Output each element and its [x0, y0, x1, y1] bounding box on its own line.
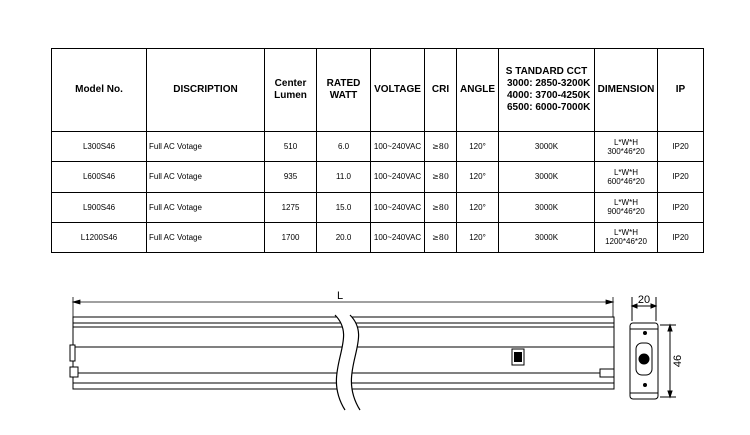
cct-range-4000: 4000: 3700-4250K: [507, 90, 591, 101]
table-row: [52, 132, 704, 162]
cell-angle: 120°: [457, 192, 499, 222]
cell-ip: IP20: [658, 222, 704, 252]
col-header-angle: ANGLE: [457, 49, 499, 132]
dim-value: 1200*46*20: [605, 237, 647, 247]
col-header-watt-line2: WATT: [329, 90, 358, 101]
dim-value: 300*46*20: [607, 146, 645, 156]
cell-model: L600S46: [52, 162, 147, 192]
cell-model: L1200S46: [52, 222, 147, 252]
table-row: [52, 192, 704, 222]
col-header-lumen-line1: Center: [274, 78, 307, 89]
cell-lumen: 510: [265, 132, 317, 162]
col-header-cct: [499, 49, 595, 132]
cell-voltage: 100~240VAC: [371, 132, 425, 162]
length-label: L: [336, 290, 344, 302]
cell-watt: 11.0: [317, 162, 371, 192]
cell-angle: 120°: [457, 222, 499, 252]
cct-title: S TANDARD CCT: [505, 66, 588, 77]
cell-watt: 20.0: [317, 222, 371, 252]
cell-cri: ≥80: [425, 192, 457, 222]
cell-model: L300S46: [52, 132, 147, 162]
cell-ip: IP20: [658, 132, 704, 162]
cell-lumen: 1275: [265, 192, 317, 222]
col-header-lumen: [265, 49, 317, 132]
col-header-voltage: VOLTAGE: [371, 49, 425, 132]
cell-voltage: 100~240VAC: [371, 162, 425, 192]
col-header-dimension: DIMENSION: [595, 49, 658, 132]
cell-cct: 3000K: [499, 162, 595, 192]
col-header-lumen-line2: Lumen: [274, 90, 307, 101]
cell-angle: 120°: [457, 162, 499, 192]
col-header-cri: CRI: [425, 49, 457, 132]
table-row: [52, 162, 704, 192]
cct-range-3000: 3000: 2850-3200K: [507, 78, 591, 89]
cell-description: Full AC Votage: [147, 162, 265, 192]
width-label: 20: [637, 294, 651, 306]
col-header-watt: [317, 49, 371, 132]
cell-lumen: 935: [265, 162, 317, 192]
dim-label: L*W*H: [613, 198, 638, 208]
spec-table: [51, 48, 704, 253]
cell-description: Full AC Votage: [147, 132, 265, 162]
cell-dimension: [595, 162, 658, 192]
cell-cri: ≥80: [425, 132, 457, 162]
cell-watt: 15.0: [317, 192, 371, 222]
cell-watt: 6.0: [317, 132, 371, 162]
cell-lumen: 1700: [265, 222, 317, 252]
cell-dimension: [595, 192, 658, 222]
dim-value: 600*46*20: [607, 176, 645, 186]
cct-range-6500: 6500: 6000-7000K: [507, 102, 591, 113]
col-header-model: Model No.: [52, 49, 147, 132]
switch-icon: [512, 349, 524, 365]
cell-voltage: 100~240VAC: [371, 192, 425, 222]
cell-cct: 3000K: [499, 132, 595, 162]
col-header-watt-line1: RATED: [326, 78, 361, 89]
cell-voltage: 100~240VAC: [371, 222, 425, 252]
cell-ip: IP20: [658, 162, 704, 192]
dim-label: L*W*H: [613, 167, 638, 177]
fixture-end-view: [630, 297, 676, 399]
cell-ip: IP20: [658, 192, 704, 222]
col-header-ip: IP: [658, 49, 704, 132]
cell-angle: 120°: [457, 132, 499, 162]
cell-cri: ≥80: [425, 162, 457, 192]
fixture-drawing: [0, 285, 750, 435]
cell-cct: 3000K: [499, 222, 595, 252]
cell-description: Full AC Votage: [147, 192, 265, 222]
dim-value: 900*46*20: [607, 207, 645, 217]
cell-model: L900S46: [52, 192, 147, 222]
height-label: 46: [672, 354, 684, 368]
cell-dimension: [595, 132, 658, 162]
header-row: [52, 49, 704, 132]
table-row: [52, 222, 704, 252]
cell-cri: ≥80: [425, 222, 457, 252]
cell-cct: 3000K: [499, 192, 595, 222]
cell-description: Full AC Votage: [147, 222, 265, 252]
col-header-description: DISCRIPTION: [147, 49, 265, 132]
dim-label: L*W*H: [613, 137, 638, 147]
cell-dimension: [595, 222, 658, 252]
dim-label: L*W*H: [613, 228, 638, 238]
